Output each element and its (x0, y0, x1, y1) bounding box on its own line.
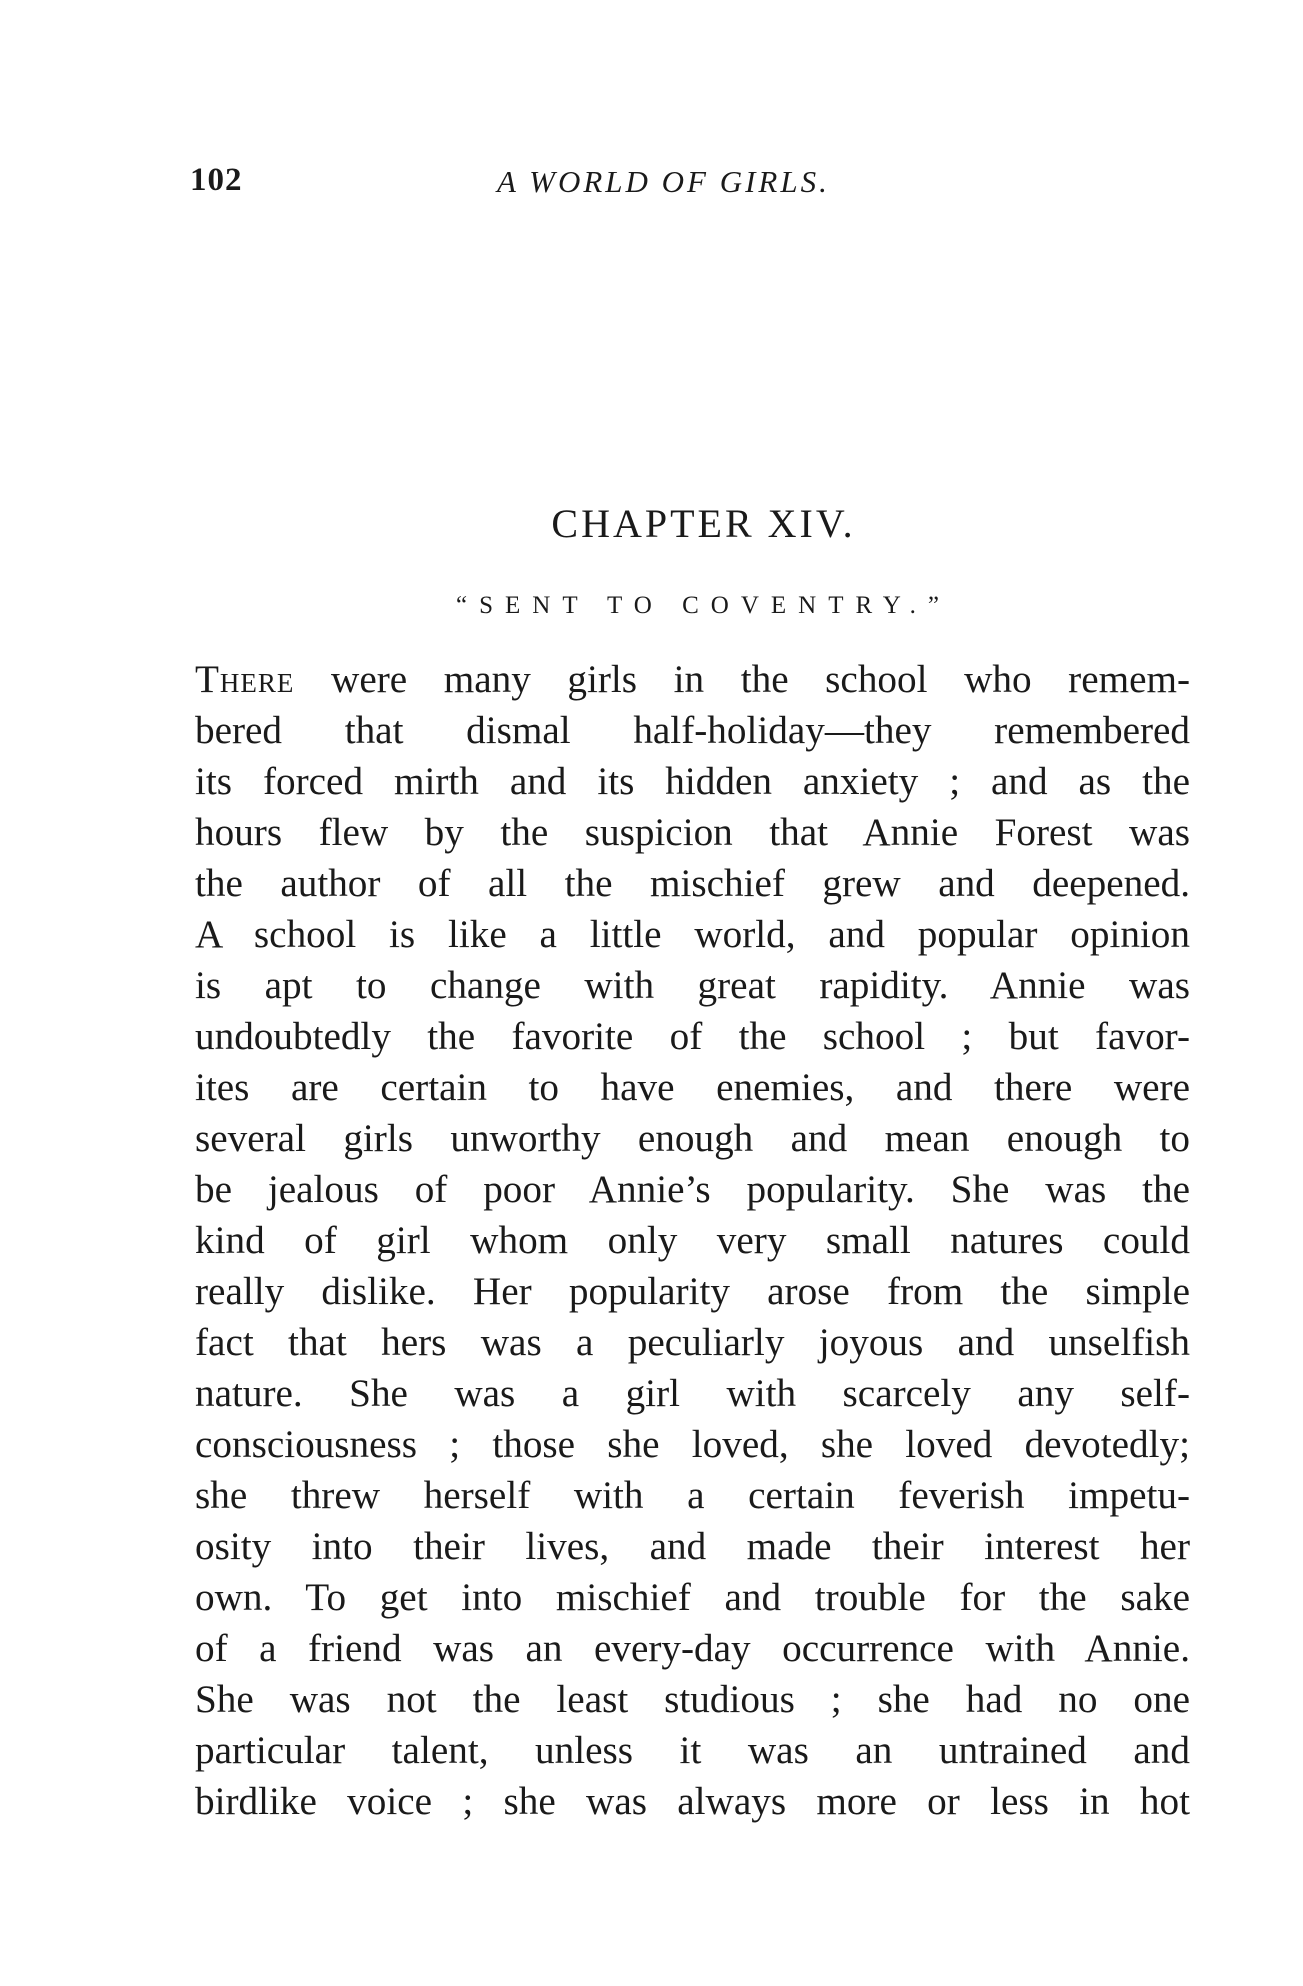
text-line: own. To get into mischief and trouble for the sake (195, 1576, 1190, 1619)
text-line: nature. She was a girl with scarcely any self- (195, 1372, 1190, 1415)
text-line: is apt to change with great rapidity. Annie was (195, 964, 1190, 1007)
text-line: She was not the least studious ; she had no one (195, 1678, 1190, 1721)
chapter-subtitle: “SENT TO COVENTRY.” (456, 592, 951, 619)
page-number: 102 (190, 162, 243, 198)
text-line: of a friend was an every-day occurrence with Annie. (195, 1627, 1190, 1670)
text-line: consciousness ; those she loved, she loved devotedly; (195, 1423, 1190, 1466)
text-line: she threw herself with a certain feverish impetu- (195, 1474, 1190, 1517)
text-line: bered that dismal half-holiday—they remembered (195, 709, 1190, 752)
text-line: birdlike voice ; she was always more or less in hot (195, 1780, 1190, 1823)
text-line: the author of all the mischief grew and deepened. (195, 862, 1190, 905)
body-text (195, 654, 1190, 1827)
text-line: osity into their lives, and made their interest her (195, 1525, 1190, 1568)
first-line-text: were many girls in the school who remem- (294, 658, 1190, 701)
text-line: be jealous of poor Annie’s popularity. She was the (195, 1168, 1190, 1211)
lead-word: There (195, 658, 295, 701)
text-line: particular talent, unless it was an untrained and (195, 1729, 1190, 1772)
text-line (195, 654, 1190, 705)
text-line: A school is like a little world, and popular opinion (195, 913, 1190, 956)
text-line: several girls unworthy enough and mean enough to (195, 1117, 1190, 1160)
running-head (190, 152, 900, 202)
chapter-heading: CHAPTER XIV. (551, 501, 856, 546)
text-line: really dislike. Her popularity arose from the simple (195, 1270, 1190, 1313)
text-line: its forced mirth and its hidden anxiety ; and as the (195, 760, 1190, 803)
text-line: hours flew by the suspicion that Annie Forest was (195, 811, 1190, 854)
text-line: kind of girl whom only very small natures could (195, 1219, 1190, 1262)
text-line: ites are certain to have enemies, and there were (195, 1066, 1190, 1109)
text-line: fact that hers was a peculiarly joyous and unselfish (195, 1321, 1190, 1364)
running-title: A WORLD OF GIRLS. (497, 164, 830, 199)
text-line: undoubtedly the favorite of the school ; but favor- (195, 1015, 1190, 1058)
